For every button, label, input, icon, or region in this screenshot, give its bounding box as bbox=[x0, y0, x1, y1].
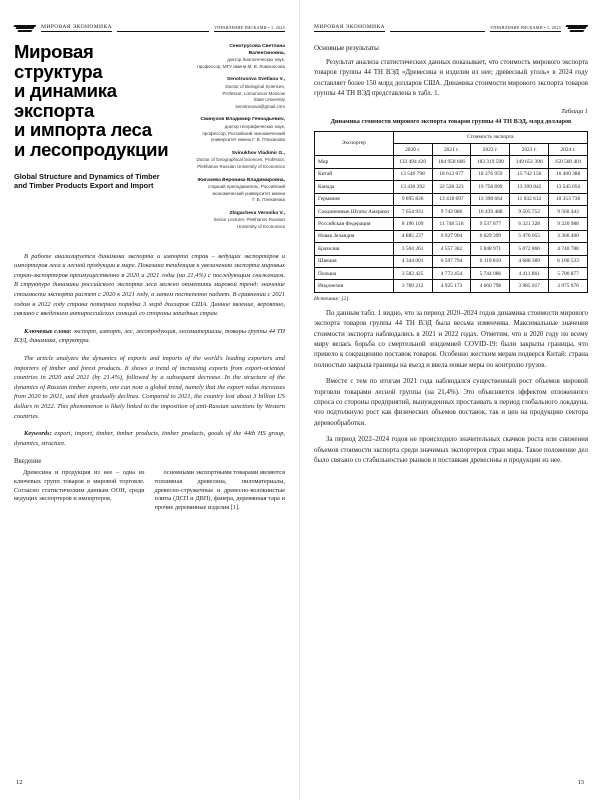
cell-value: 15 742 150 bbox=[510, 168, 549, 180]
cell-exporter: Соединенные Штаты Америки bbox=[315, 205, 394, 217]
results-paragraph: За период 2022–2024 годов не происходило значительных скачков роста или снижения объемов стоимости экспорта среди значимых экспортеров стран мира. Такое положение дел было связано со стабильностью рынков и поставкам древесины и продукции из нее. bbox=[314, 436, 588, 464]
cell-value: 10 439 488 bbox=[471, 205, 510, 217]
author-block bbox=[194, 117, 285, 143]
cell-value: 16 400 388 bbox=[549, 168, 588, 180]
author-name: Жигачева Вероника Владимировна, bbox=[197, 177, 285, 183]
cell-value: 9 220 988 bbox=[549, 218, 588, 230]
table-source: Источник: [2]. bbox=[314, 295, 350, 302]
cell-value: 4 660 798 bbox=[471, 280, 510, 292]
cell-value: 150 560 401 bbox=[549, 156, 588, 168]
intro-heading: Введение bbox=[14, 458, 42, 466]
cell-value: 6 119 810 bbox=[471, 255, 510, 267]
cell-value: 18 613 077 bbox=[432, 168, 471, 180]
cell-value: 3 789 212 bbox=[393, 280, 432, 292]
running-head-rule bbox=[117, 24, 209, 32]
cell-value: 9 537 877 bbox=[471, 218, 510, 230]
cell-value: 4 925 173 bbox=[432, 280, 471, 292]
author-affiliation: Г. В. Плеханова bbox=[252, 197, 285, 203]
table-body bbox=[315, 156, 588, 292]
intro-paragraph: основными экспортными товарами являются топливная древесина, пиломатериалы, древесно-стружечные и древесно-волокнистые плиты (ДСП и ДВП), фанера, деревянная тара и прочие деревянные изделия [1]. bbox=[154, 469, 285, 511]
cell-value: 13 545 056 bbox=[549, 181, 588, 193]
cell-value: 6 100 533 bbox=[549, 255, 588, 267]
cell-value: 22 528 323 bbox=[432, 181, 471, 193]
title-en bbox=[14, 172, 186, 191]
cell-value: 4 740 788 bbox=[549, 243, 588, 255]
title-en-line-2: and Timber Products Export and Import bbox=[14, 181, 154, 191]
keywords-en bbox=[14, 429, 285, 448]
column-header-group: Стоимость экспорта bbox=[393, 131, 587, 143]
results-paragraph: Результат анализа статистических данных показывает, что стоимость мирового экспорта товаров группы 44 ТН ВЭД «Древесина и изделия из нее; древесный уголь» в 2024 году составляет более 150 млрд долларов США. Динамика стоимости мирового экспорта товаров группы 44 ТН ВЭД представлена в табл. 1. bbox=[314, 59, 588, 98]
table-row bbox=[315, 267, 588, 279]
right-page bbox=[300, 0, 600, 800]
author-affiliation: экономический университет имени bbox=[212, 190, 285, 196]
abstract-ru: В работе анализируется динамика экспорта и импорта стран – ведущих экспортеров и импортеров леса и лесной продукции в мире. Показана тенденция к увеличению экспорта мировых стран-экспортеров преимущественно в 2020 и 2021 годы (на 21,4%) с последующим снижением. В структуре динамики российского экспорта леса можно отметить мировой тренд: значение стоимости экспорта растет с 2020 к 2021 году, а затем постепенно падает. В сравнении с 2021 годом в 2022 году страна потеряла порядка 3 млрд долларов США. Данное явление, вероятно, связано с введением антироссийских санкций со стороны западных стран. bbox=[14, 252, 285, 318]
title-line-4: и импорта леса bbox=[14, 119, 152, 140]
title-en-line-1: Global Structure and Dynamics of Timber bbox=[14, 172, 160, 181]
running-head-rule bbox=[390, 24, 485, 32]
column-header-year: 2023 г. bbox=[510, 144, 549, 156]
running-head-left bbox=[14, 22, 285, 34]
cell-value: 9 505 752 bbox=[510, 205, 549, 217]
cell-exporter: Новая Зеландия bbox=[315, 230, 394, 242]
cell-value: 5 700 877 bbox=[549, 267, 588, 279]
author-block bbox=[194, 151, 285, 171]
cell-value: 5 072 866 bbox=[510, 243, 549, 255]
cell-value: 3 300 400 bbox=[549, 230, 588, 242]
author-name: Сенотрусова Светлана Валентиновна, bbox=[229, 44, 285, 56]
cell-value: 3 985 017 bbox=[510, 280, 549, 292]
running-head-right bbox=[314, 22, 588, 34]
cell-value: 4 885 237 bbox=[393, 230, 432, 242]
author-affiliation: State University bbox=[253, 97, 285, 103]
cell-exporter: Польша bbox=[315, 267, 394, 279]
cell-value: 7 654 931 bbox=[393, 205, 432, 217]
title-line-3: экспорта bbox=[14, 99, 95, 121]
cell-value: 5 848 971 bbox=[471, 243, 510, 255]
running-head-section: МИРОВАЯ ЭКОНОМИКА bbox=[41, 24, 112, 30]
cell-value: 8 196 109 bbox=[393, 218, 432, 230]
results-heading: Основные результаты bbox=[314, 44, 379, 52]
author-affiliation: Doctor of Geographical Sciences, Professor, bbox=[196, 157, 285, 163]
author-block bbox=[194, 178, 285, 204]
keywords-en-text: export, import, timber, timber products, timber products, goods of the 44th HS group, dynamics, structure. bbox=[14, 430, 285, 447]
table-row bbox=[315, 205, 588, 217]
author-block bbox=[194, 44, 285, 70]
cell-value: 3 582 425 bbox=[393, 267, 432, 279]
page-title bbox=[14, 42, 186, 159]
cell-value: 6 629 399 bbox=[471, 230, 510, 242]
article-head bbox=[14, 42, 285, 238]
author-name: Свинухов Владимир Геннадьевич, bbox=[200, 117, 285, 123]
table-header-row bbox=[315, 131, 588, 143]
cell-exporter: Китай bbox=[315, 168, 394, 180]
keywords-ru-text: экспорт, импорт, лес, лесопродукция, лесоматериалы, товары группы 44 ТН ВЭД, динамика, структура. bbox=[14, 327, 285, 345]
cell-value: 13 399 842 bbox=[510, 181, 549, 193]
table-row bbox=[315, 243, 588, 255]
cell-value: 11 032 612 bbox=[510, 193, 549, 205]
column-header-year: 2020 г. bbox=[393, 144, 432, 156]
cell-exporter: Швеция bbox=[315, 255, 394, 267]
chevron-mark-icon bbox=[14, 25, 36, 32]
cell-value: 6 927 904 bbox=[432, 230, 471, 242]
table-row bbox=[315, 156, 588, 168]
table-row bbox=[315, 193, 588, 205]
abstract-section bbox=[14, 252, 285, 449]
author-affiliation: профессор, Российский экономический bbox=[202, 130, 285, 136]
author-affiliation: Professor, Lomonosov Moscow bbox=[222, 90, 285, 96]
cell-value: 13 430 392 bbox=[393, 181, 432, 193]
cell-value: 19 758 899 bbox=[471, 181, 510, 193]
author-name: Svinukhov Vladimir G., bbox=[231, 150, 285, 156]
cell-value: 5 470 055 bbox=[510, 230, 549, 242]
title-line-5: и лесопродукции bbox=[14, 138, 169, 160]
cell-value: 3 975 076 bbox=[549, 280, 588, 292]
column-header-year: 2021 г. bbox=[432, 144, 471, 156]
keywords-ru bbox=[14, 327, 285, 346]
title-line-2: и динамика bbox=[14, 80, 117, 101]
export-value-table bbox=[314, 131, 588, 293]
cell-value: 3 504 261 bbox=[393, 243, 432, 255]
cell-value: 9 895 836 bbox=[393, 193, 432, 205]
table-row bbox=[315, 255, 588, 267]
table-caption: Динамика стоимости мирового экспорта товаров группы 44 ТН ВЭД, млрд долларов bbox=[330, 117, 572, 125]
author-affiliation: University of Economics bbox=[236, 224, 285, 230]
table-row bbox=[315, 280, 588, 292]
cell-value: 4 773 454 bbox=[432, 267, 471, 279]
cell-value: 133 494 420 bbox=[393, 156, 432, 168]
author-block bbox=[194, 77, 285, 110]
cell-value: 4 344 001 bbox=[393, 255, 432, 267]
author-email[interactable]: senotrusova@gmail.com bbox=[235, 103, 285, 109]
authors-column bbox=[194, 42, 285, 238]
author-affiliation: университет имени Г. В. Плеханова bbox=[210, 137, 285, 143]
cell-value: 13 540 798 bbox=[393, 168, 432, 180]
cell-value: 4 557 382 bbox=[432, 243, 471, 255]
intro-columns bbox=[14, 469, 285, 512]
cell-exporter: Канада bbox=[315, 181, 394, 193]
column-header-year: 2022 г. bbox=[471, 144, 510, 156]
cell-value: 9 560 443 bbox=[549, 205, 588, 217]
intro-paragraph: Древесина и продукция из нее – одна из ключевых групп товаров в мировой торговле. Согласно статистическим данным ООН, среди ведущих экспортеров и импортеров, bbox=[14, 469, 145, 503]
running-head-section: МИРОВАЯ ЭКОНОМИКА bbox=[314, 24, 385, 30]
author-affiliation: профессор, МГУ имени М. В. Ломоносова bbox=[197, 63, 285, 69]
cell-value: 13 398 664 bbox=[471, 193, 510, 205]
table-row bbox=[315, 168, 588, 180]
table-row bbox=[315, 181, 588, 193]
cell-value: 13 418 697 bbox=[432, 193, 471, 205]
running-head-journal: УПРАВЛЕНИЕ РИСКАМИ • 1, 2025 bbox=[490, 24, 561, 30]
keywords-ru-label: Ключевые слова: bbox=[24, 327, 72, 335]
cell-value: 4 411 861 bbox=[510, 267, 549, 279]
cell-value: 18 276 959 bbox=[471, 168, 510, 180]
results-paragraph: Вместе с тем по итогам 2021 года наблюдался существенный рост объемов мировой торговли товарами лесной группы (на 21,4%). Это объясняется эффектом отложенного спроса со стороны предприятий, вынужденных простаивать в период глобального локдауна, что подтолкнуло рост как физических объемов поставок, так и цен на продукцию сектора деревообработки. bbox=[314, 378, 588, 427]
results-paragraph: По данным табл. 1 видно, что за период 2020–2024 годов динамика стоимости мирового экспорта товаров группы 44 ТН ВЭД была весьма изменчива. Максимальные значения стоимости экспорта наблюдались в 2021 и 2022 годах. Отметим, что в 2020 году по всему миру велась борьба со смертельной эпидемией COVID-19: были закрыты границы, что привело к сокращению поставок товаров. Особенно жестким мерам подверся Китай: страна полностью закрыла границы на въезд и ввела новые меры по контролю грузов. bbox=[314, 309, 588, 369]
cell-exporter: Бразилия bbox=[315, 243, 394, 255]
page-number-right: 13 bbox=[577, 779, 584, 786]
author-affiliation: Plekhanov Russian University of Economics bbox=[197, 163, 285, 169]
author-affiliation: доктор биологических наук, bbox=[227, 57, 285, 63]
chevron-mark-icon bbox=[566, 25, 588, 32]
keywords-en-label: Keywords: bbox=[24, 430, 52, 438]
cell-value: 6 597 794 bbox=[432, 255, 471, 267]
author-block bbox=[194, 211, 285, 231]
table-row bbox=[315, 230, 588, 242]
cell-value: 184 958 666 bbox=[432, 156, 471, 168]
cell-value: 4 688 389 bbox=[510, 255, 549, 267]
column-header-year: 2024 г. bbox=[549, 144, 588, 156]
title-line-1: Мировая структура bbox=[14, 41, 103, 82]
title-column bbox=[14, 42, 186, 238]
cell-value: 9 743 086 bbox=[432, 205, 471, 217]
cell-value: 5 744 086 bbox=[471, 267, 510, 279]
cell-exporter: Мир bbox=[315, 156, 394, 168]
author-affiliation: доктор географических наук, bbox=[224, 123, 285, 129]
abstract-en: The article analyzes the dynamics of exports and imports of the world's leading exporters and importers of timber and forest products. It shows a trend of increasing exports from export-oriented countries in 2020 and 2021 (by 21.4%), followed by a subsequent decrease. In the structure of the dynamics of Russian timber exports, one can note a global trend, namely that the export value increases from 2020 to 2021, and then gradually declines. Compared to 2021, the country lost about 3 billion US dollars in 2022. This phenomenon is likely linked to the imposition of anti-Russian sanctions by Western countries. bbox=[14, 355, 285, 420]
page-number-left: 12 bbox=[16, 779, 23, 786]
column-header-exporter: Экспортер bbox=[315, 131, 394, 156]
table-number: Таблица 1 bbox=[561, 107, 588, 115]
author-affiliation: старший преподаватель, Российский bbox=[207, 184, 285, 190]
table-header bbox=[315, 131, 588, 156]
author-name: Senotrusova Svetlana V., bbox=[227, 77, 285, 83]
author-affiliation: Senior Lecturer, Plekhanov Russian bbox=[213, 217, 285, 223]
cell-value: 149 651 396 bbox=[510, 156, 549, 168]
cell-value: 10 353 738 bbox=[549, 193, 588, 205]
cell-exporter: Индонезия bbox=[315, 280, 394, 292]
cell-exporter: Германия bbox=[315, 193, 394, 205]
cell-value: 183 319 590 bbox=[471, 156, 510, 168]
cell-value: 6 321 328 bbox=[510, 218, 549, 230]
table-row bbox=[315, 218, 588, 230]
cell-value: 11 748 518 bbox=[432, 218, 471, 230]
author-name: Zhigacheva Veronika V., bbox=[229, 210, 285, 216]
cell-exporter: Российская Федерация bbox=[315, 218, 394, 230]
running-head-journal: УПРАВЛЕНИЕ РИСКАМИ • 1, 2025 bbox=[214, 24, 285, 30]
author-affiliation: Doctor of Biological Sciences, bbox=[225, 83, 285, 89]
